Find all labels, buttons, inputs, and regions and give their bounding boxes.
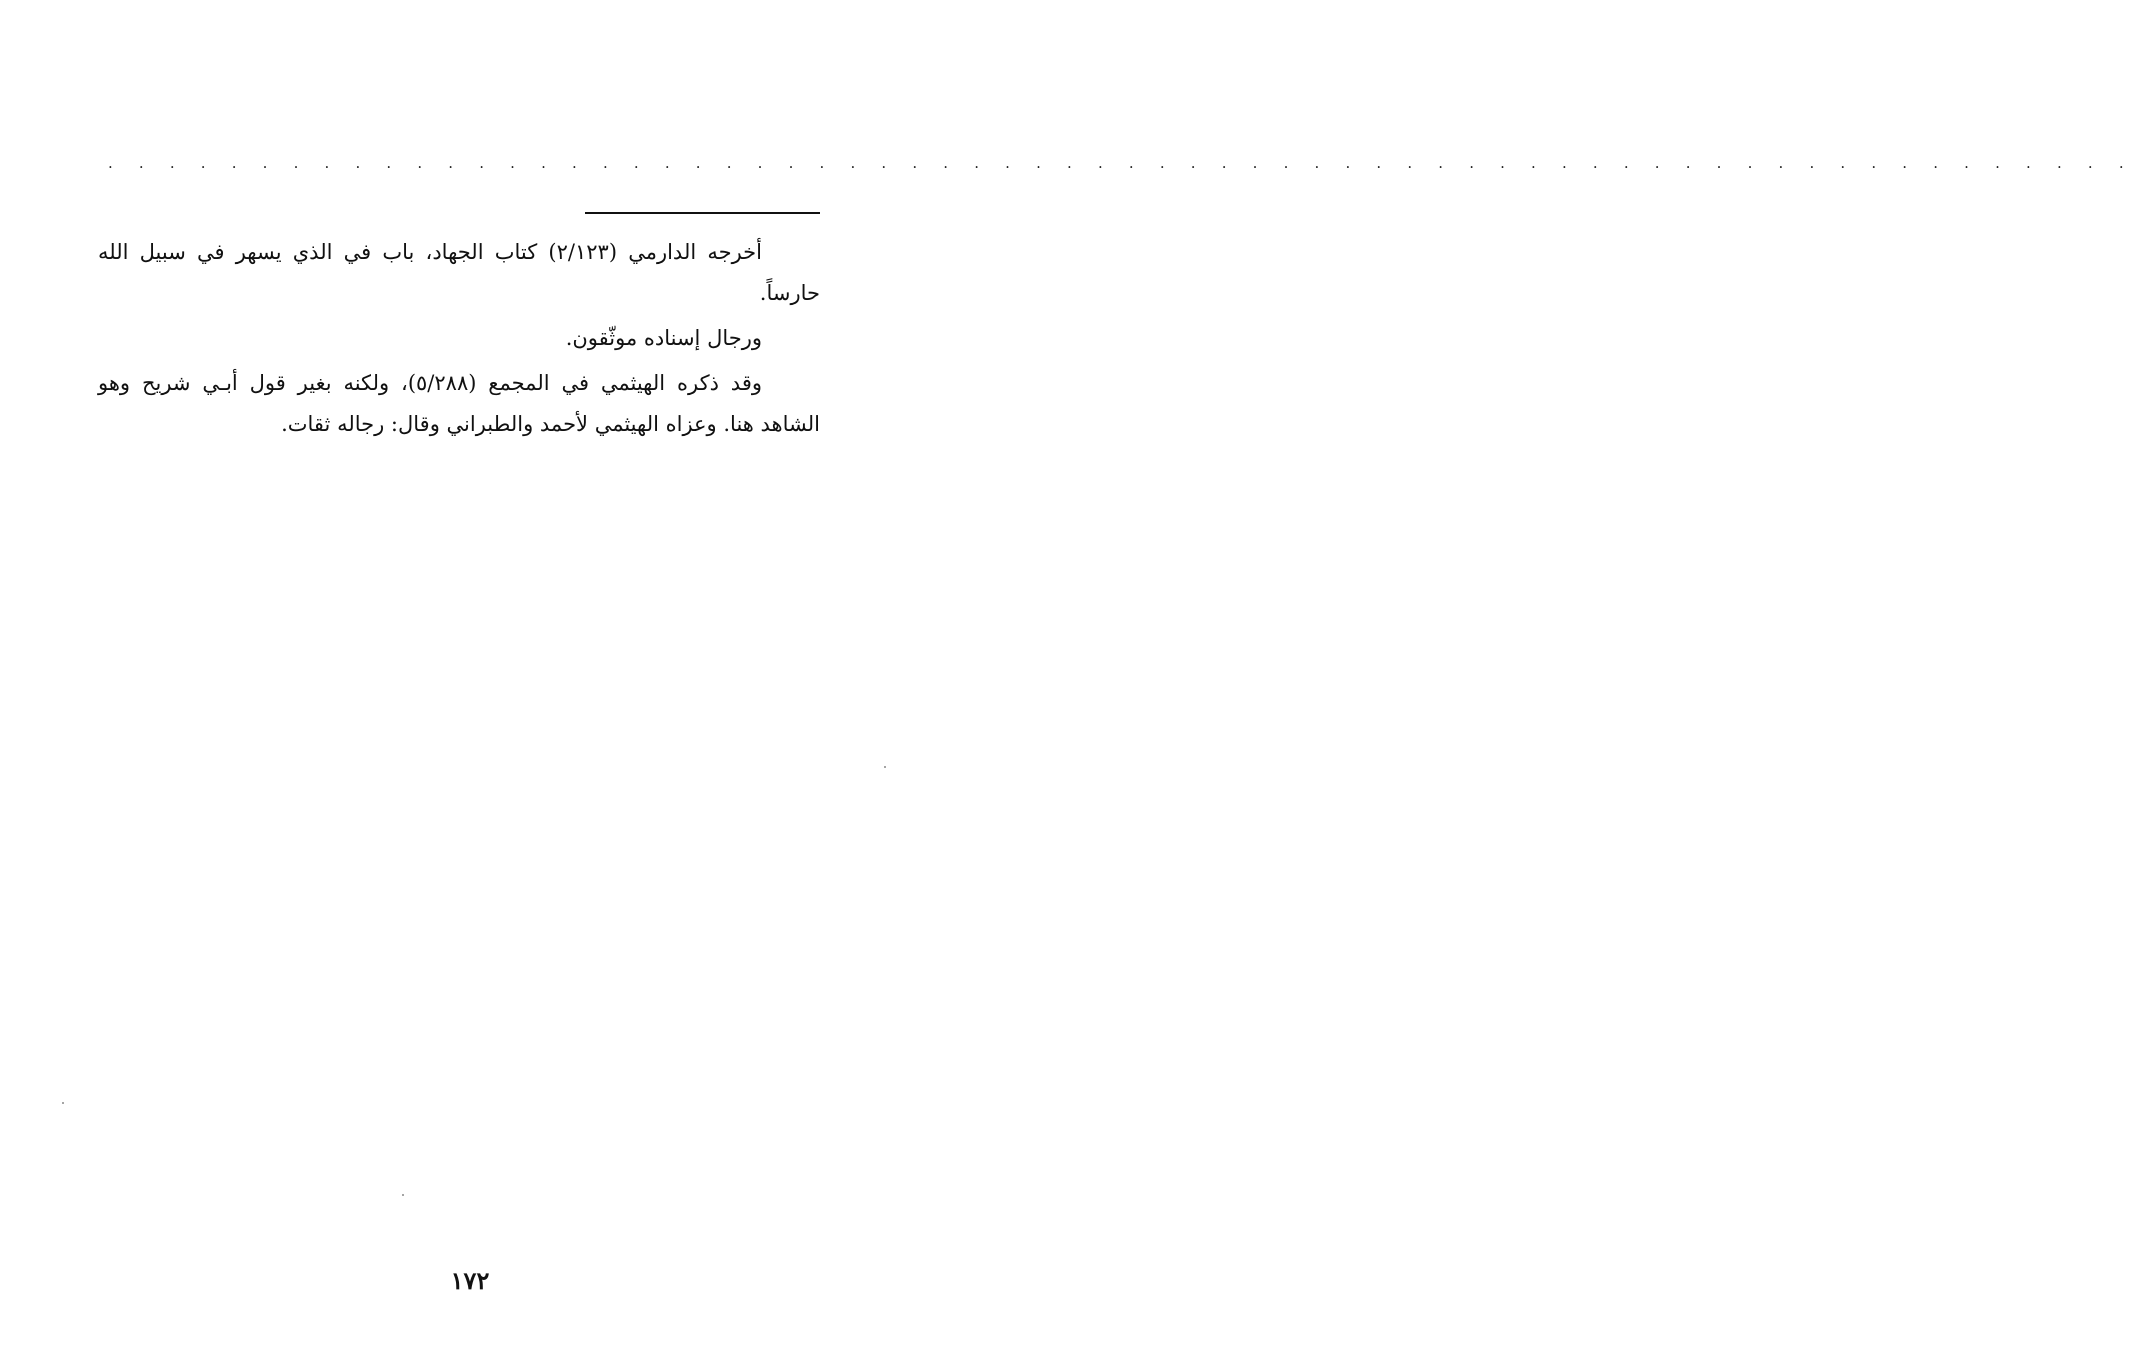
footnotes-block: [98, 232, 820, 449]
page-number: ١٧٢: [450, 1266, 490, 1295]
footnote-paragraph: ورجال إسناده موثّقون.: [565, 326, 762, 350]
footnote-paragraph: وقد ذكره الهيثمي في المجمع (٥/٢٨٨)، ولكنه بغير قول أبـي شريح وهو الشاهد هنا. وعزاه الهيثمي لأحمد والطبراني وقال: رجاله ثقات.: [98, 371, 820, 436]
footnote-paragraph: أخرجه الدارمي (٢/١٢٣) كتاب الجهاد، باب في الذي يسهر في سبيل الله حارساً.: [98, 240, 820, 305]
scan-speck: [884, 766, 886, 768]
footnote-rule: [585, 212, 820, 214]
scan-speck: [402, 1194, 404, 1196]
dotted-separator: . . . . . . . . . . . . . . . . . . . . . . . . . . . . . . . . . . . . . . . . . . . . . . . . . . . . . . . . . . . . . . . . . .: [108, 154, 2134, 172]
scan-speck: [62, 1102, 64, 1104]
